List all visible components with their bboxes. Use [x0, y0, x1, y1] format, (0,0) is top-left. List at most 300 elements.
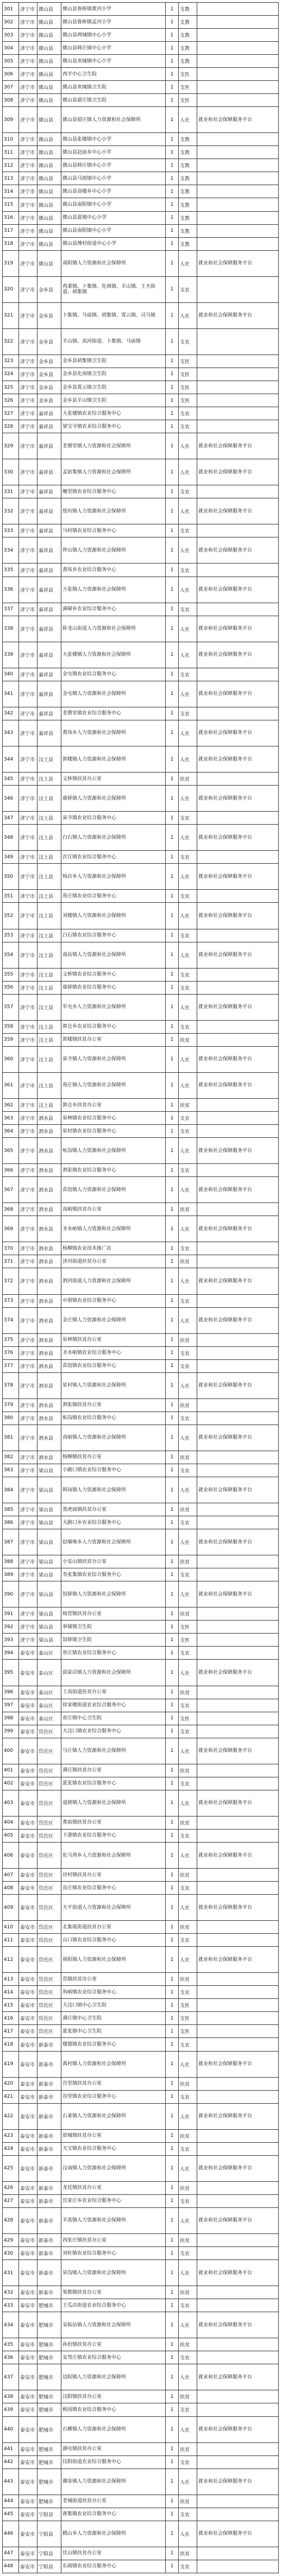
city-cell: 泰安市: [19, 2390, 37, 2403]
unit-cell: 蒋集镇农业综合服务中心: [61, 2508, 166, 2521]
table-row: [3, 1046, 279, 1072]
row-number: 327: [3, 407, 19, 420]
row-number: 401: [3, 1764, 19, 1777]
remark-cell: [197, 929, 279, 942]
category-cell: 支农: [179, 2247, 197, 2260]
county-cell: 金乡县: [37, 328, 61, 355]
category-cell: 支农: [179, 2038, 197, 2051]
category-cell: 支农: [179, 603, 197, 616]
county-cell: 嘉祥县: [37, 407, 61, 420]
row-number: 338: [3, 616, 19, 642]
category-cell: 支农: [179, 2403, 197, 2416]
row-number: 328: [3, 420, 19, 433]
table-row: [3, 2129, 279, 2142]
city-cell: 泰安市: [19, 1647, 37, 1660]
quota-cell: 1: [166, 903, 179, 929]
remark-cell: [197, 198, 279, 211]
row-number: 390: [3, 1581, 19, 1607]
remark-cell: [197, 172, 279, 185]
category-cell: 人社: [179, 577, 197, 603]
category-cell: 支医: [179, 81, 197, 94]
unit-cell: 满硐乡农业综合服务中心: [61, 603, 166, 616]
unit-cell: 微山县南阳镇中心小学: [61, 224, 166, 237]
unit-cell: 万张镇人力资源和社会保障所: [61, 577, 166, 603]
category-cell: 扶贫: [179, 773, 197, 786]
county-cell: 岱岳区: [37, 1842, 61, 1868]
remark-cell: 就业和社会保障服务平台: [197, 825, 279, 851]
category-cell: 支医: [179, 1712, 197, 1725]
county-cell: 梁山县: [37, 1516, 61, 1529]
city-cell: 泰安市: [19, 2077, 37, 2090]
unit-cell: 杨营镇扶贫办公室: [61, 1607, 166, 1621]
category-cell: 支农: [179, 1699, 197, 1712]
quota-cell: 1: [166, 1816, 179, 1829]
unit-cell: 郭仓乡扶贫办公室: [61, 1098, 166, 1111]
table-row: [3, 2286, 279, 2299]
quota-cell: 1: [166, 407, 179, 420]
unit-cell: 道朗镇人力资源和社会保障所: [61, 1790, 166, 1816]
table-row: [3, 1125, 279, 1138]
unit-cell: 龙廷镇扶贫办公室: [61, 2181, 166, 2194]
row-number: 304: [3, 42, 19, 55]
row-number: 399: [3, 1725, 19, 1738]
county-cell: 泰山区: [37, 1660, 61, 1686]
row-number: 336: [3, 577, 19, 603]
quota-cell: 1: [166, 1921, 179, 1934]
remark-cell: [197, 2077, 279, 2090]
unit-cell: 泗张镇农业综合服务中心: [61, 1164, 166, 1177]
table-row: [3, 42, 279, 55]
remark-cell: 就业和社会保障服务平台: [197, 2364, 279, 2390]
quota-cell: 1: [166, 1790, 179, 1816]
remark-cell: [197, 211, 279, 224]
table-row: [3, 1203, 279, 1216]
county-cell: 新泰市: [37, 2286, 61, 2299]
quota-cell: 1: [166, 1712, 179, 1725]
county-cell: 汶上县: [37, 773, 61, 786]
unit-cell: 西张庄镇扶贫办公室: [61, 2234, 166, 2247]
remark-cell: [197, 328, 279, 355]
category-cell: 人社: [179, 642, 197, 668]
city-cell: 济宁市: [19, 1255, 37, 1268]
row-number: 386: [3, 1516, 19, 1529]
county-cell: 嘉祥县: [37, 603, 61, 616]
table-row: [3, 577, 279, 603]
category-cell: 支教: [179, 3, 197, 16]
category-cell: 支农: [179, 668, 197, 681]
table-row: [3, 81, 279, 94]
table-row: [3, 368, 279, 381]
county-cell: 汶上县: [37, 981, 61, 994]
category-cell: 人社: [179, 1529, 197, 1555]
row-number: 415: [3, 1999, 19, 2012]
table-row: [3, 107, 279, 133]
row-number: 433: [3, 2299, 19, 2312]
city-cell: 济宁市: [19, 172, 37, 185]
table-row: [3, 564, 279, 577]
city-cell: 泰安市: [19, 2129, 37, 2142]
category-cell: 支农: [179, 812, 197, 825]
table-row: [3, 1112, 279, 1125]
county-cell: 汶上县: [37, 968, 61, 981]
quota-cell: 1: [166, 2286, 179, 2299]
table-row: [3, 1346, 279, 1359]
category-cell: 支农: [179, 981, 197, 994]
table-row: [3, 2338, 279, 2351]
remark-cell: 就业和社会保障服务平台: [197, 720, 279, 746]
unit-cell: 孟姑集镇人力资源和社会保障所: [61, 459, 166, 485]
quota-cell: 1: [166, 668, 179, 681]
row-number: 343: [3, 720, 19, 746]
unit-cell: 微山县鲁桥镇孟河小学: [61, 16, 166, 29]
table-row: [3, 773, 279, 786]
category-cell: 支医: [179, 1634, 197, 1647]
quota-cell: 1: [166, 929, 179, 942]
table-row: [3, 1216, 279, 1242]
row-number: 358: [3, 1020, 19, 1033]
table-row: [3, 1177, 279, 1203]
table-row: [3, 1516, 279, 1529]
remark-cell: [197, 2038, 279, 2051]
table-row: [3, 146, 279, 159]
row-number: 410: [3, 1921, 19, 1934]
unit-cell: 安临站镇人力资源和社会保障所: [61, 2312, 166, 2338]
quota-cell: 1: [166, 1764, 179, 1777]
quota-cell: 1: [166, 577, 179, 603]
category-cell: 支教: [179, 146, 197, 159]
unit-cell: 郭楼镇扶贫办公室: [61, 1033, 166, 1046]
quota-cell: 1: [166, 1895, 179, 1921]
remark-cell: 就业和社会保障服务平台: [197, 302, 279, 328]
quota-cell: 1: [166, 250, 179, 276]
quota-cell: 1: [166, 1177, 179, 1203]
unit-cell: 邱家店镇人力资源和社会保障所: [61, 1660, 166, 1686]
county-cell: 梁山县: [37, 1529, 61, 1555]
table-row: [3, 2403, 279, 2416]
row-number: 321: [3, 302, 19, 328]
quota-cell: 1: [166, 2455, 179, 2469]
row-number: 403: [3, 1790, 19, 1816]
quota-cell: 1: [166, 2469, 179, 2495]
category-cell: 人社: [179, 1581, 197, 1607]
remark-cell: [197, 276, 279, 302]
row-number: 382: [3, 1451, 19, 1464]
category-cell: 人社: [179, 681, 197, 707]
remark-cell: [197, 1869, 279, 1882]
unit-cell: 苑庄镇农业综合服务中心: [61, 890, 166, 903]
remark-cell: 就业和社会保障服务平台: [197, 903, 279, 929]
city-cell: 济宁市: [19, 942, 37, 968]
category-cell: 扶贫: [179, 1973, 197, 1986]
county-cell: 汶上县: [37, 929, 61, 942]
county-cell: 梁山县: [37, 1477, 61, 1503]
county-cell: 岱岳区: [37, 1973, 61, 1986]
unit-cell: 角峪镇农业综合服务中心: [61, 1986, 166, 1999]
category-cell: 扶贫: [179, 2181, 197, 2194]
remark-cell: 就业和社会保障服务平台: [197, 1372, 279, 1398]
category-cell: 支农: [179, 1516, 197, 1529]
category-cell: 人社: [179, 2103, 197, 2129]
category-cell: 人社: [179, 433, 197, 459]
quota-cell: 1: [166, 2090, 179, 2103]
county-cell: 微山县: [37, 29, 61, 42]
row-number: 435: [3, 2338, 19, 2351]
unit-cell: 满庄镇扶贫办公室: [61, 1764, 166, 1777]
row-number: 398: [3, 1712, 19, 1725]
row-number: 432: [3, 2286, 19, 2299]
county-cell: 肥城市: [37, 2312, 61, 2338]
county-cell: 泗水县: [37, 1346, 61, 1359]
table-row: [3, 1999, 279, 2012]
table-row: [3, 172, 279, 185]
category-cell: 人社: [179, 1477, 197, 1503]
remark-cell: 就业和社会保障服务平台: [197, 2155, 279, 2181]
row-number: 412: [3, 1947, 19, 1973]
city-cell: 济宁市: [19, 773, 37, 786]
county-cell: 汶上县: [37, 825, 61, 851]
table-row: [3, 2181, 279, 2194]
city-cell: 泰安市: [19, 1947, 37, 1973]
table-row: [3, 1842, 279, 1868]
category-cell: 人社: [179, 825, 197, 851]
city-cell: 济宁市: [19, 237, 37, 250]
remark-cell: [197, 1816, 279, 1829]
city-cell: 济宁市: [19, 1568, 37, 1581]
unit-cell: 伏山镇扶贫办公室: [61, 2547, 166, 2560]
category-cell: 支农: [179, 420, 197, 433]
remark-cell: 就业和社会保障服务平台: [197, 681, 279, 707]
city-cell: 济宁市: [19, 1098, 37, 1111]
category-cell: 人社: [179, 2469, 197, 2495]
table-row: [3, 1829, 279, 1842]
remark-cell: [197, 1764, 279, 1777]
remark-cell: [197, 2129, 279, 2142]
quota-cell: 1: [166, 2351, 179, 2364]
county-cell: 嘉祥县: [37, 720, 61, 746]
category-cell: 人社: [179, 250, 197, 276]
table-row: [3, 211, 279, 224]
unit-cell: 边院镇人力资源和社会保障所: [61, 2364, 166, 2390]
row-number: 418: [3, 2038, 19, 2051]
table-row: [3, 1790, 279, 1816]
row-number: 383: [3, 1464, 19, 1477]
city-cell: 泰安市: [19, 1660, 37, 1686]
unit-cell: 圣水峪镇农业综合服务中心: [61, 1346, 166, 1359]
table-row: [3, 1869, 279, 1882]
row-number: 409: [3, 1895, 19, 1921]
remark-cell: [197, 1033, 279, 1046]
remark-cell: 就业和社会保障服务平台: [197, 994, 279, 1020]
quota-cell: 1: [166, 1777, 179, 1790]
row-number: 405: [3, 1829, 19, 1842]
table-row: [3, 1020, 279, 1033]
remark-cell: [197, 773, 279, 786]
county-cell: 新泰市: [37, 2142, 61, 2155]
category-cell: 人社: [179, 2155, 197, 2181]
table-row: [3, 2547, 279, 2560]
row-number: 320: [3, 276, 19, 302]
unit-cell: 孙伯镇扶贫办公室: [61, 2338, 166, 2351]
table-row: [3, 786, 279, 812]
unit-cell: 夏张镇农业综合服务中心: [61, 1777, 166, 1790]
row-number: 341: [3, 681, 19, 707]
county-cell: 泰山区: [37, 1647, 61, 1660]
row-number: 389: [3, 1568, 19, 1581]
unit-cell: 刘杜镇农业综合服务中心: [61, 2247, 166, 2260]
county-cell: 微山县: [37, 133, 61, 146]
row-number: 428: [3, 2207, 19, 2233]
county-cell: 梁山县: [37, 1464, 61, 1477]
table-row: [3, 1372, 279, 1398]
county-cell: 嘉祥县: [37, 524, 61, 537]
city-cell: 泰安市: [19, 1882, 37, 1895]
unit-cell: 老僧堂镇人力资源和社会保障所: [61, 433, 166, 459]
row-number: 308: [3, 94, 19, 107]
city-cell: 济宁市: [19, 851, 37, 864]
quota-cell: 1: [166, 1398, 179, 1412]
category-cell: 人社: [179, 1216, 197, 1242]
unit-cell: 石横镇人力资源和社会保障所: [61, 2416, 166, 2442]
county-cell: 泗水县: [37, 1307, 61, 1333]
remark-cell: 就业和社会保障服务平台: [197, 1046, 279, 1072]
city-cell: 济宁市: [19, 485, 37, 498]
quota-cell: 1: [166, 1999, 179, 2012]
county-cell: 岱岳区: [37, 1921, 61, 1934]
table-row: [3, 2090, 279, 2103]
row-number: 408: [3, 1882, 19, 1895]
table-row: [3, 133, 279, 146]
county-cell: 泗水县: [37, 1268, 61, 1294]
county-cell: 嘉祥县: [37, 459, 61, 485]
county-cell: 梁山县: [37, 1634, 61, 1647]
quota-cell: 1: [166, 773, 179, 786]
county-cell: 泗水县: [37, 1398, 61, 1412]
unit-cell: 泉沟镇人力资源和社会保障所: [61, 2260, 166, 2286]
category-cell: 人社: [179, 459, 197, 485]
table-row: [3, 381, 279, 394]
county-cell: 微山县: [37, 16, 61, 29]
unit-cell: 大汶口镇中心卫生院: [61, 1999, 166, 2012]
table-row: [3, 68, 279, 81]
quota-cell: 1: [166, 1164, 179, 1177]
table-row: [3, 1764, 279, 1777]
row-number: 375: [3, 1333, 19, 1346]
category-cell: 扶贫: [179, 1451, 197, 1464]
county-cell: 新泰市: [37, 2103, 61, 2129]
category-cell: 支医: [179, 1621, 197, 1634]
county-cell: 肥城市: [37, 2495, 61, 2508]
table-row: [3, 668, 279, 681]
unit-cell: 苑庄镇人力资源和社会保障所: [61, 1072, 166, 1098]
remark-cell: 就业和社会保障服务平台: [197, 107, 279, 133]
quota-cell: 1: [166, 276, 179, 302]
row-number: 407: [3, 1869, 19, 1882]
remark-cell: 就业和社会保障服务平台: [197, 1947, 279, 1973]
remark-cell: [197, 524, 279, 537]
table-row: [3, 720, 279, 746]
county-cell: 新泰市: [37, 2155, 61, 2181]
unit-cell: 次丘镇农业综合服务中心: [61, 851, 166, 864]
category-cell: 扶贫: [179, 2234, 197, 2247]
table-row: [3, 328, 279, 355]
quota-cell: 1: [166, 890, 179, 903]
remark-cell: 就业和社会保障服务平台: [197, 1216, 279, 1242]
city-cell: 泰安市: [19, 2247, 37, 2260]
row-number: 448: [3, 2560, 19, 2573]
category-cell: 扶贫: [179, 1686, 197, 1699]
quota-cell: 1: [166, 1882, 179, 1895]
table-row: [3, 929, 279, 942]
category-cell: 支农: [179, 1164, 197, 1177]
quota-cell: 1: [166, 133, 179, 146]
table-row: [3, 2207, 279, 2233]
county-cell: 汶上县: [37, 1033, 61, 1046]
county-cell: 微山县: [37, 68, 61, 81]
table-row: [3, 2312, 279, 2338]
table-row: [3, 459, 279, 485]
county-cell: 嘉祥县: [37, 642, 61, 668]
table-row: [3, 250, 279, 276]
remark-cell: 就业和社会保障服务平台: [197, 537, 279, 564]
table-row: [3, 2051, 279, 2077]
row-number: 392: [3, 1621, 19, 1634]
remark-cell: 就业和社会保障服务平台: [197, 459, 279, 485]
category-cell: 支农: [179, 1125, 197, 1138]
remark-cell: [197, 2403, 279, 2416]
category-cell: 人社: [179, 616, 197, 642]
table-row: [3, 1477, 279, 1503]
category-cell: 支医: [179, 1999, 197, 2012]
row-number: 319: [3, 250, 19, 276]
remark-cell: [197, 185, 279, 198]
category-cell: 扶贫: [179, 1033, 197, 1046]
county-cell: 泗水县: [37, 1412, 61, 1425]
row-number: 333: [3, 524, 19, 537]
row-number: 312: [3, 159, 19, 172]
county-cell: 肥城市: [37, 2351, 61, 2364]
county-cell: 岱岳区: [37, 1829, 61, 1842]
quota-cell: 1: [166, 498, 179, 524]
remark-cell: [197, 890, 279, 903]
category-cell: 支农: [179, 2194, 197, 2207]
row-number: 330: [3, 459, 19, 485]
city-cell: 济宁市: [19, 825, 37, 851]
city-cell: 济宁市: [19, 1112, 37, 1125]
unit-cell: 微山县韩庄镇中心小学: [61, 42, 166, 55]
quota-cell: 1: [166, 1046, 179, 1072]
city-cell: 泰安市: [19, 1790, 37, 1816]
category-cell: 支农: [179, 851, 197, 864]
county-cell: 汶上县: [37, 994, 61, 1020]
city-cell: 济宁市: [19, 1516, 37, 1529]
row-number: 417: [3, 2025, 19, 2038]
category-cell: 人社: [179, 1947, 197, 1973]
remark-cell: 就业和社会保障服务平台: [197, 942, 279, 968]
table-row: [3, 825, 279, 851]
category-cell: 扶贫: [179, 2390, 197, 2403]
remark-cell: 就业和社会保障服务平台: [197, 1895, 279, 1921]
unit-cell: 北集坡街道扶贫办公室: [61, 1921, 166, 1934]
row-number: 361: [3, 1072, 19, 1098]
row-number: 406: [3, 1842, 19, 1868]
category-cell: 支医: [179, 394, 197, 407]
county-cell: 肥城市: [37, 2299, 61, 2312]
quota-cell: 1: [166, 1973, 179, 1986]
remark-cell: 就业和社会保障服务平台: [197, 2469, 279, 2495]
remark-cell: [197, 2286, 279, 2299]
unit-cell: 湖屯镇扶贫办公室: [61, 2442, 166, 2455]
row-number: 438: [3, 2390, 19, 2403]
